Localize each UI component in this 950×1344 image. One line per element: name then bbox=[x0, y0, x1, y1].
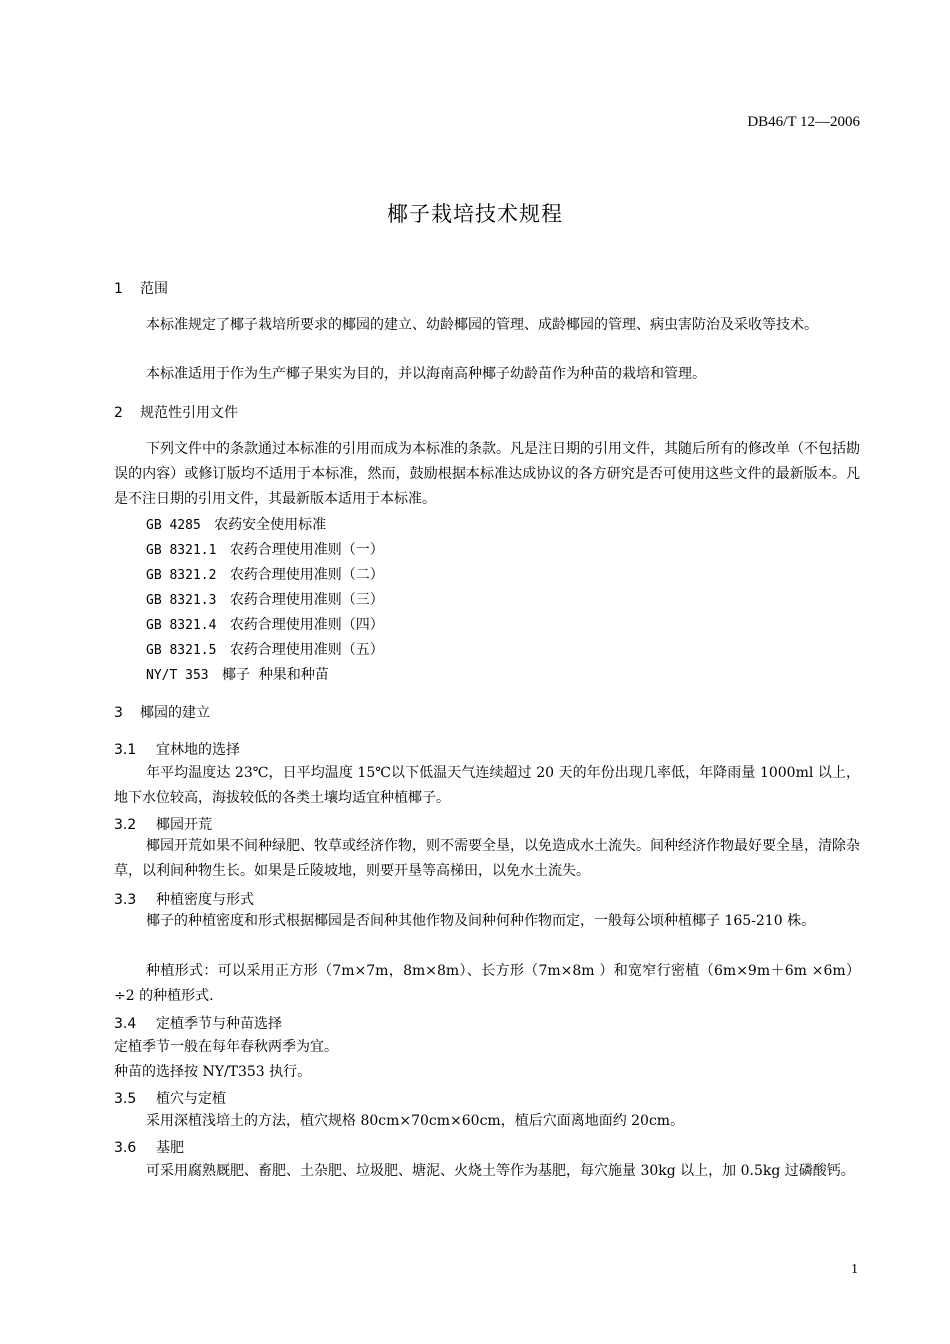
subsection-3-3-heading bbox=[114, 889, 254, 909]
section-3-heading bbox=[114, 702, 210, 722]
subsection-3-1-paragraph: 年平均温度达 23℃，日平均温度 15℃以下低温天气连续超过 20 天的年份出现几率低，年降雨量 1000ml 以上，地下水位较高，海拔较低的各类土壤均适宜种植椰子。 bbox=[114, 765, 860, 806]
subsection-number: 3.2 bbox=[114, 817, 137, 833]
reference-name: 农药合理使用准则（一） bbox=[229, 542, 384, 558]
subsection-3-1-heading bbox=[114, 739, 240, 759]
section-title: 规范性引用文件 bbox=[140, 405, 238, 421]
subsection-number: 3.3 bbox=[114, 892, 137, 908]
subsection-title: 定植季节与种苗选择 bbox=[156, 1016, 282, 1032]
subsection-3-5-heading bbox=[114, 1088, 226, 1108]
section-2-heading bbox=[114, 402, 238, 422]
section-number: 3 bbox=[114, 705, 123, 721]
subsection-3-2-heading bbox=[114, 814, 212, 834]
subsection-title: 种植密度与形式 bbox=[156, 892, 254, 908]
reference-name: 农药合理使用准则（三） bbox=[229, 592, 384, 608]
subsection-3-6-paragraph: 可采用腐熟厩肥、畜肥、土杂肥、垃圾肥、塘泥、火烧土等作为基肥，每穴施量 30kg 以上，加 0.5kg 过磷酸钙。 bbox=[146, 1163, 855, 1179]
subsection-number: 3.5 bbox=[114, 1091, 137, 1107]
reference-name: 农药合理使用准则（五） bbox=[229, 642, 384, 658]
subsection-3-4-heading bbox=[114, 1013, 282, 1033]
reference-item bbox=[146, 539, 384, 559]
section-title: 椰园的建立 bbox=[140, 705, 210, 721]
subsection-3-6-heading bbox=[114, 1137, 184, 1157]
subsection-3-3-paragraph-2: 种植形式：可以采用正方形（7m×7m，8m×8m）、长方形（7m×8m ）和宽窄行密植（6m×9m＋6m ×6m）÷2 的种植形式. bbox=[114, 963, 860, 1004]
reference-item bbox=[146, 589, 384, 609]
subsection-number: 3.4 bbox=[114, 1016, 137, 1032]
subsection-number: 3.1 bbox=[114, 742, 137, 758]
subsection-3-2-paragraph: 椰园开荒如果不间种绿肥、牧草或经济作物，则不需要全垦，以免造成水土流失。间种经济作物最好要全垦，清除杂草，以利间种物生长。如果是丘陵坡地，则要开垦等高梯田，以免水土流失。 bbox=[114, 838, 860, 879]
reference-code: GB 8321.5 bbox=[146, 643, 217, 658]
reference-code: GB 8321.4 bbox=[146, 618, 217, 633]
subsection-title: 基肥 bbox=[156, 1140, 184, 1156]
section-2-paragraph-1: 下列文件中的条款通过本标准的引用而成为本标准的条款。凡是注日期的引用文件，其随后所有的修改单（不包括勘误的内容）或修订版均不适用于本标准，然而，鼓励根据本标准达成协议的各方研究是否可使用这些文件的最新版本。凡是不注日期的引用文件，其最新版本适用于本标准。 bbox=[114, 441, 860, 507]
reference-item bbox=[146, 514, 326, 534]
document-title: 椰子栽培技术规程 bbox=[387, 202, 563, 226]
subsection-number: 3.6 bbox=[114, 1140, 137, 1156]
reference-code: NY/T 353 bbox=[146, 668, 209, 683]
subsection-3-4-line-2: 种苗的选择按 NY/T353 执行。 bbox=[114, 1064, 312, 1080]
reference-name: 农药合理使用准则（二） bbox=[229, 567, 384, 583]
reference-name: 农药合理使用准则（四） bbox=[229, 617, 384, 633]
section-1-paragraph-2: 本标准适用于作为生产椰子果实为目的，并以海南高种椰子幼龄苗作为种苗的栽培和管理。 bbox=[146, 366, 706, 382]
standard-code: DB46/T 12—2006 bbox=[747, 114, 860, 130]
section-1-paragraph-1: 本标准规定了椰子栽培所要求的椰园的建立、幼龄椰园的管理、成龄椰园的管理、病虫害防治及采收等技术。 bbox=[146, 317, 818, 333]
section-number: 2 bbox=[114, 405, 123, 421]
subsection-title: 宜林地的选择 bbox=[156, 742, 240, 758]
reference-code: GB 8321.3 bbox=[146, 593, 217, 608]
reference-item bbox=[146, 564, 384, 584]
reference-item bbox=[146, 614, 384, 634]
reference-name: 农药安全使用标准 bbox=[214, 517, 327, 533]
page-number: 1 bbox=[851, 1262, 858, 1277]
subsection-3-3-paragraph-1: 椰子的种植密度和形式根据椰园是否间种其他作物及间种何种作物而定，一般每公顷种植椰子 165-210 株。 bbox=[146, 913, 816, 929]
reference-item bbox=[146, 664, 329, 684]
subsection-title: 椰园开荒 bbox=[156, 817, 212, 833]
reference-item bbox=[146, 639, 384, 659]
subsection-3-5-paragraph: 采用深植浅培土的方法，植穴规格 80cm×70cm×60cm，植后穴面离地面约 20cm。 bbox=[146, 1113, 685, 1129]
subsection-3-4-line-1: 定植季节一般在每年春秋两季为宜。 bbox=[114, 1039, 338, 1055]
reference-name: 椰子 种果和种苗 bbox=[221, 667, 329, 683]
reference-code: GB 4285 bbox=[146, 518, 201, 533]
section-title: 范围 bbox=[140, 281, 168, 297]
subsection-title: 植穴与定植 bbox=[156, 1091, 226, 1107]
section-1-heading bbox=[114, 278, 168, 298]
reference-code: GB 8321.2 bbox=[146, 568, 217, 583]
section-number: 1 bbox=[114, 281, 123, 297]
reference-code: GB 8321.1 bbox=[146, 543, 217, 558]
